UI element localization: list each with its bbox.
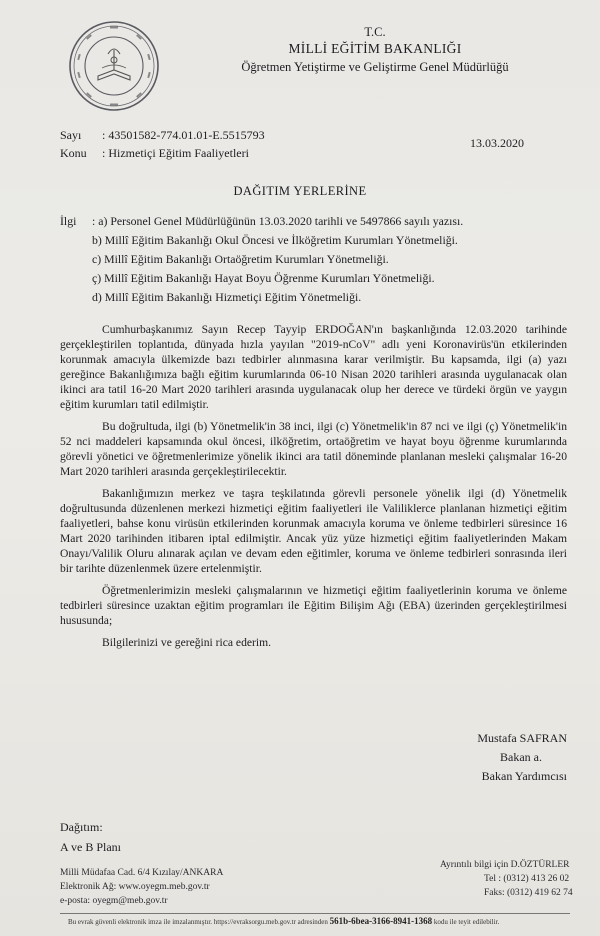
verification-tail: kodu ile teyit edilebilir. [433, 918, 500, 926]
konu-label: Konu [60, 146, 87, 160]
footer-web: Elektronik Ağ: www.oyegm.meb.gov.tr [60, 882, 210, 892]
header-ministry: MİLLİ EĞİTİM BAKANLIĞI [288, 41, 462, 56]
reference-text: ç) Millî Eğitim Bakanlığı Hayat Boyu Öğrenme Kurumları Yönetmeliği. [92, 271, 435, 285]
reference-text: d) Millî Eğitim Bakanlığı Hizmetiçi Eğitim Yönetmeliği. [92, 290, 362, 304]
signatory-title: Bakan Yardımcısı [481, 769, 567, 783]
sayi-label: Sayı [60, 128, 82, 142]
body-paragraph: Öğretmenlerimizin mesleki çalışmalarının ve hizmetiçi eğitim faaliyetlerinin koruma ve önleme tedbirleri süresince uzaktan eğitim programları ile Eğitim Bilişim Ağı (EBA) üzerinden gerçekleştirilmesi hususunda; [60, 584, 567, 627]
konu-value: : Hizmetiçi Eğitim Faaliyetleri [102, 146, 249, 160]
footer-divider [60, 913, 570, 914]
reference-list [60, 212, 463, 307]
reference-item [60, 231, 463, 250]
reference-text: : a) Personel Genel Müdürlüğünün 13.03.2020 tarihli ve 5497866 sayılı yazısı. [92, 214, 464, 228]
footer-contact: Ayrıntılı bilgi için D.ÖZTÜRLER [440, 860, 570, 870]
reference-label: İlgi [60, 214, 77, 228]
document-date: 13.03.2020 [470, 136, 524, 150]
body-paragraph: Cumhurbaşkanımız Sayın Recep Tayyip ERDOĞAN'ın başkanlığında 12.03.2020 tarihinde gerçekleştirilen toplantıda, dünyada hızla yayılan "2019-nCoV" adlı yeni Koronavirüs'ün etkilerinden korunmak amacıyla ülkemizde bazı tedbirler alınmasına karar verilmiştir. Bu kapsamda, ilgi (a) yazı gereğince Bakanlığımıza bağlı eğitim kurumlarında 06-10 Nisan 2020 tarihleri arasında uygulanacak olan ikinci ara tatil 16-20 Mart 2020 tarihleri arasında uygulanacak olup her derece ve türdeki örgün ve yaygın eğitim kurumları tatil edilmiştir. [60, 323, 567, 411]
sayi-row [60, 128, 265, 143]
footer-address: Milli Müdafaa Cad. 6/4 Kızılay/ANKARA [60, 868, 224, 878]
body-paragraph: Bakanlığımızın merkez ve taşra teşkilatında görevli personele yönelik ilgi (d) Yönetmelik doğrultusunda düzenlenen merkezi hizmetiçi eğitim faaliyetleri ile Valiliklerce planlanan hizmetiçi eğitim faaliyetleri, bahse konu virüsün etkilerinden korunmak amacıyla koruma ve önleme tedbirleri süresince 16 Mart 2020 tarihinden itibaren iptal edilmiştir. Ancak yüz yüze hizmetiçi eğitim faaliyetlerinden Makam Onayı/Valilik Oluru alınarak açılan ve devam eden eğitimler, koruma ve önleme tedbirleri sonrasında ileri bir tarihte düzenlenmek üzere ertelenmiştir. [60, 487, 567, 575]
body-paragraph: Bu doğrultuda, ilgi (b) Yönetmelik'in 38 inci, ilgi (c) Yönetmelik'in 87 nci ve ilgi (ç) Yönetmelik'in 52 nci maddeleri kapsamında okul öncesi, ilköğretim, ortaöğretim ve hayat boyu öğrenme kurumlarında görevli yönetici ve öğretmenlerimize yönelik ikinci ara tatil döneminde planlanan mesleki çalışmalar 16-20 Mart 2020 tarihleri arasında gerçekleştirilecektir. [60, 420, 567, 478]
header-directorate: Öğretmen Yetiştirme ve Geliştirme Genel Müdürlüğü [241, 60, 509, 74]
reference-text: c) Millî Eğitim Bakanlığı Ortaöğretim Kurumları Yönetmeliği. [92, 252, 389, 266]
footer-email: e-posta: oyegm@meb.gov.tr [60, 896, 168, 906]
letter-body [60, 322, 567, 657]
reference-item [60, 288, 463, 307]
signatory-proxy: Bakan a. [500, 750, 542, 764]
footer-fax: Faks: (0312) 419 62 74 [484, 888, 573, 898]
distribution-label: Dağıtım: [60, 820, 103, 834]
verification-line [68, 916, 499, 926]
verification-code: 561b-6bea-3166-8941-1368 [329, 916, 433, 926]
footer-phone: Tel : (0312) 413 26 02 [484, 874, 570, 884]
header-tc: T.C. [364, 25, 386, 39]
reference-text: b) Millî Eğitim Bakanlığı Okul Öncesi ve İlköğretim Kurumları Yönetmeliği. [92, 233, 458, 247]
reference-item [60, 269, 463, 288]
sayi-value: : 43501582-774.01.01-E.5515793 [102, 128, 265, 142]
reference-item [60, 250, 463, 269]
konu-row [60, 146, 249, 161]
reference-item [60, 212, 463, 231]
distribution-value: A ve B Planı [60, 840, 122, 854]
signatory-name: Mustafa SAFRAN [477, 731, 567, 745]
body-paragraph: Bilgilerinizi ve gereğini rica ederim. [102, 636, 272, 649]
distribution-title: DAĞITIM YERLERİNE [233, 184, 367, 198]
verification-text: Bu evrak güvenli elektronik imza ile imzalanmıştır. https://evraksorgu.meb.gov.tr adresinden [68, 918, 328, 926]
ministry-seal-icon [68, 20, 160, 112]
